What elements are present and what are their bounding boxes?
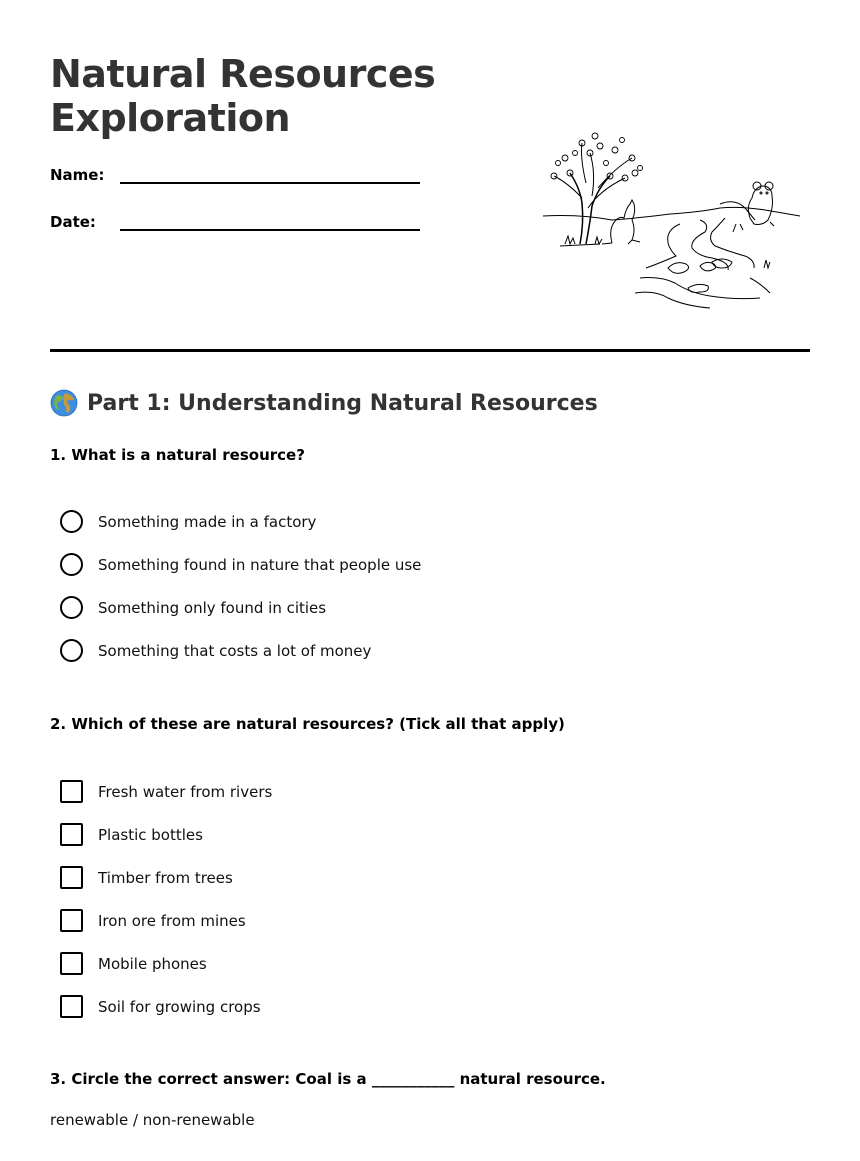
- name-input-line[interactable]: [120, 182, 420, 184]
- header-divider: [50, 349, 810, 352]
- q2-option[interactable]: [60, 994, 560, 1019]
- q2-option[interactable]: [60, 908, 560, 933]
- landscape-illustration: [540, 128, 805, 313]
- q1-option[interactable]: [60, 552, 560, 577]
- question-3-answer-options[interactable]: renewable / non-renewable: [50, 1111, 255, 1129]
- part1-heading-text: Part 1: Understanding Natural Resources: [87, 390, 598, 416]
- q2-option-label: Timber from trees: [98, 868, 233, 887]
- q2-option[interactable]: [60, 865, 560, 890]
- checkbox[interactable]: [60, 823, 83, 846]
- q1-option-label: Something found in nature that people use: [98, 555, 422, 574]
- q2-option-label: Iron ore from mines: [98, 911, 246, 930]
- part1-heading: [50, 389, 598, 417]
- q2-option-label: Fresh water from rivers: [98, 782, 273, 801]
- q1-option[interactable]: [60, 509, 560, 534]
- radio-button[interactable]: [60, 510, 83, 533]
- name-label: Name:: [50, 166, 105, 184]
- checkbox[interactable]: [60, 780, 83, 803]
- q2-option[interactable]: [60, 822, 560, 847]
- question-1-prompt: 1. What is a natural resource?: [50, 446, 305, 464]
- radio-button[interactable]: [60, 596, 83, 619]
- q2-option[interactable]: [60, 779, 560, 804]
- question-2-prompt: 2. Which of these are natural resources? (Tick all that apply): [50, 715, 565, 733]
- worksheet-title: Natural Resources Exploration: [50, 52, 436, 140]
- q1-option[interactable]: [60, 595, 560, 620]
- q1-option-label: Something that costs a lot of money: [98, 641, 372, 660]
- q2-option-label: Mobile phones: [98, 954, 207, 973]
- globe-icon: [50, 389, 78, 417]
- checkbox[interactable]: [60, 952, 83, 975]
- radio-button[interactable]: [60, 553, 83, 576]
- checkbox[interactable]: [60, 866, 83, 889]
- q1-option-label: Something only found in cities: [98, 598, 327, 617]
- checkbox[interactable]: [60, 995, 83, 1018]
- q2-option[interactable]: [60, 951, 560, 976]
- date-input-line[interactable]: [120, 229, 420, 231]
- question-3-prompt: 3. Circle the correct answer: Coal is a ___________ natural resource.: [50, 1070, 606, 1088]
- q1-option[interactable]: [60, 638, 560, 663]
- q1-option-label: Something made in a factory: [98, 512, 317, 531]
- radio-button[interactable]: [60, 639, 83, 662]
- checkbox[interactable]: [60, 909, 83, 932]
- date-label: Date:: [50, 213, 96, 231]
- q2-option-label: Soil for growing crops: [98, 997, 261, 1016]
- q2-option-label: Plastic bottles: [98, 825, 203, 844]
